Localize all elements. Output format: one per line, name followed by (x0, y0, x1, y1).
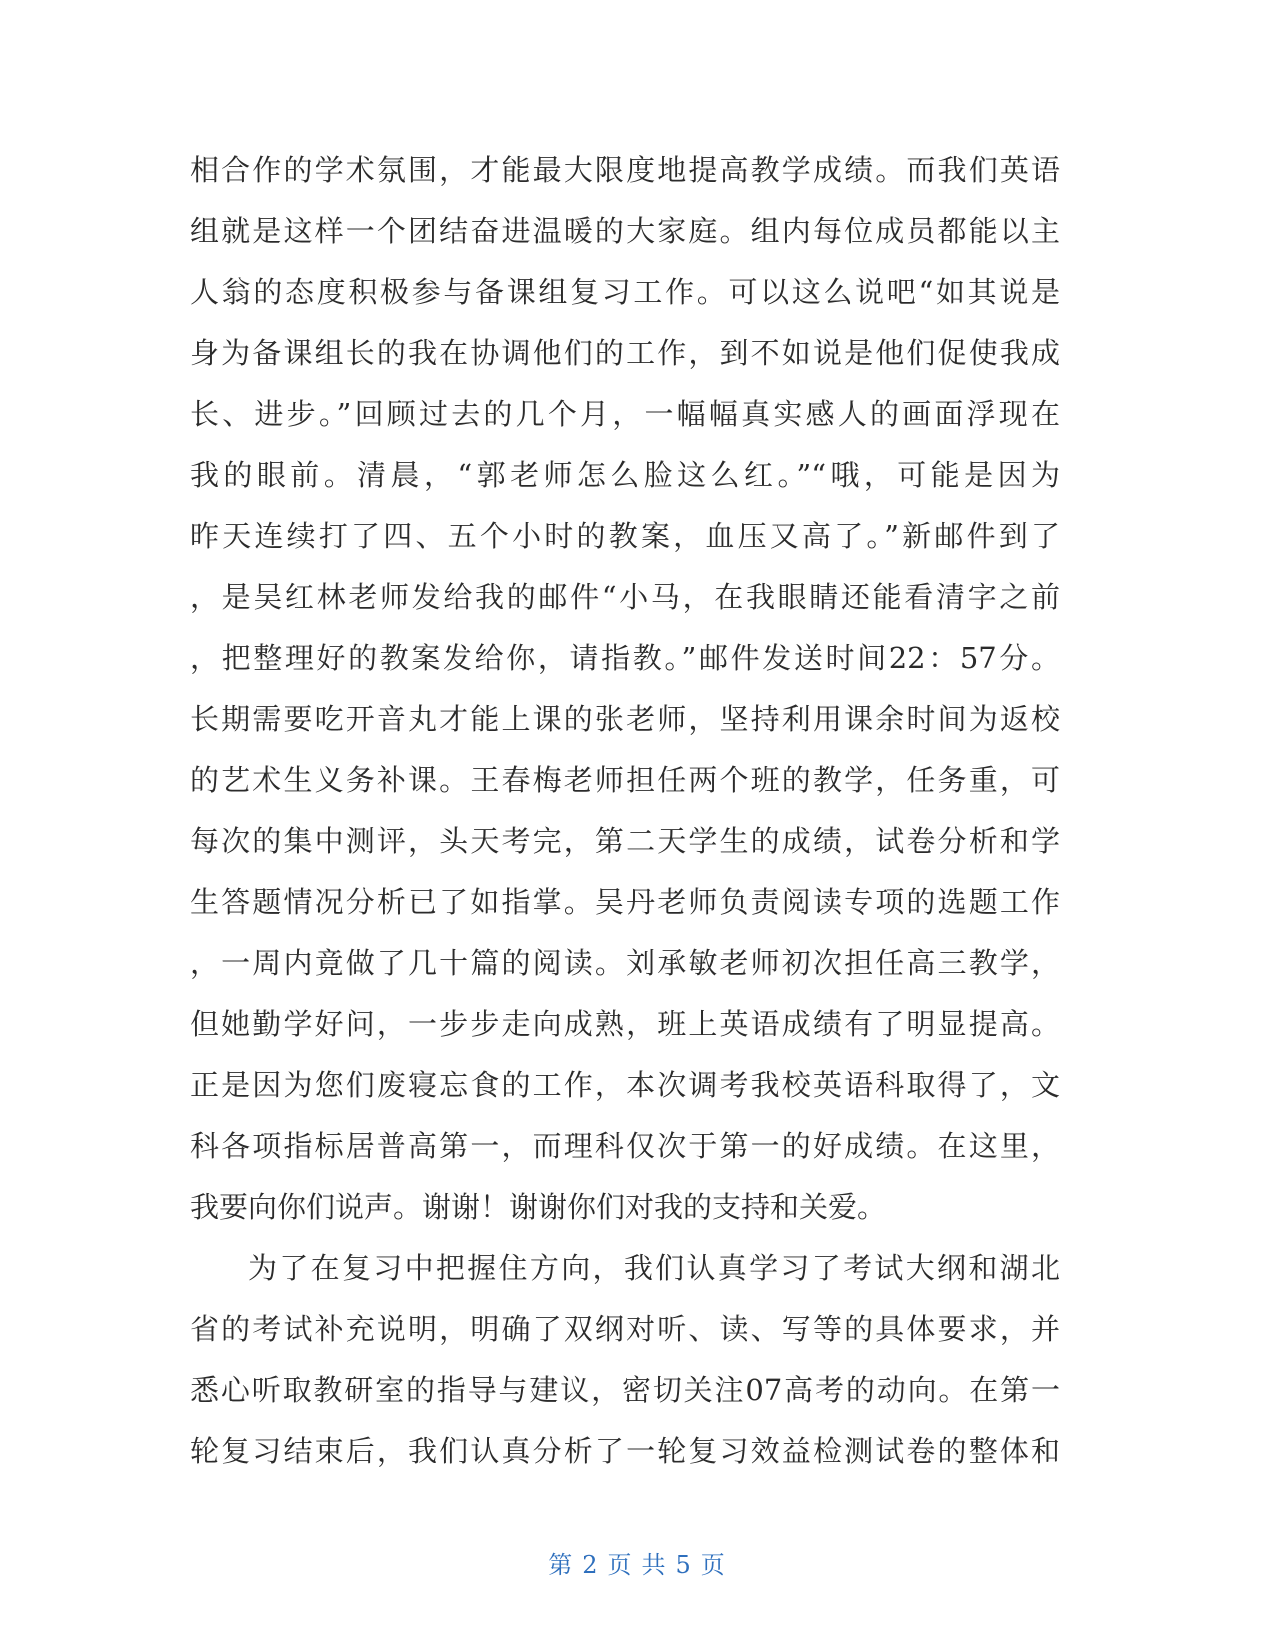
text-line: 相合作的学术氛围，才能最大限度地提高教学成绩。而我们英语 (190, 153, 1060, 187)
text-line: 长期需要吃开音丸才能上课的张老师，坚持利用课余时间为返校 (190, 702, 1060, 736)
text-line: 正是因为您们废寝忘食的工作，本次调考我校英语科取得了，文 (190, 1068, 1060, 1102)
text-line: 人翁的态度积极参与备课组复习工作。可以这么说吧“如其说是 (190, 275, 1060, 309)
text-line: 我的眼前。清晨，“郭老师怎么脸这么红。”“哦，可能是因为 (190, 458, 1060, 492)
document-body (190, 140, 1060, 1482)
text-line: 我要向你们说声。谢谢！谢谢你们对我的支持和关爱。 (190, 1190, 887, 1224)
text-line: 每次的集中测评，头天考完，第二天学生的成绩，试卷分析和学 (190, 824, 1060, 858)
text-line: 组就是这样一个团结奋进温暖的大家庭。组内每位成员都能以主 (190, 214, 1060, 248)
text-line: 悉心听取教研室的指导与建议，密切关注07高考的动向。在第一 (190, 1373, 1060, 1407)
text-line: 的艺术生义务补课。王春梅老师担任两个班的教学，任务重，可 (190, 763, 1060, 797)
page-number-footer (0, 1545, 1275, 1580)
current-page-number: 2 (582, 1551, 600, 1579)
text-line: 省的考试补充说明，明确了双纲对听、读、写等的具体要求，并 (190, 1312, 1060, 1346)
total-page-number: 5 (675, 1551, 693, 1579)
text-line: 科各项指标居普高第一，而理科仅次于第一的好成绩。在这里， (190, 1129, 1060, 1163)
text-line: 长、进步。”回顾过去的几个月，一幅幅真实感人的画面浮现在 (190, 397, 1060, 431)
text-line: 身为备课组长的我在协调他们的工作，到不如说是他们促使我成 (190, 336, 1060, 370)
footer-total-word: 共 (641, 1551, 668, 1579)
text-line: ，把整理好的教案发给你，请指教。”邮件发送时间22：57分。 (190, 641, 1060, 675)
text-line: 昨天连续打了四、五个小时的教案，血压又高了。”新邮件到了 (190, 519, 1060, 553)
text-line: ，是吴红林老师发给我的邮件“小马，在我眼睛还能看清字之前 (190, 580, 1060, 614)
text-line: 但她勤学好问，一步步走向成熟，班上英语成绩有了明显提高。 (190, 1007, 1060, 1041)
text-line: 轮复习结束后，我们认真分析了一轮复习效益检测试卷的整体和 (190, 1434, 1060, 1468)
footer-suffix: 页 (700, 1551, 727, 1579)
text-line: ，一周内竟做了几十篇的阅读。刘承敏老师初次担任高三教学， (190, 946, 1060, 980)
text-line: 为了在复习中把握住方向，我们认真学习了考试大纲和湖北 (248, 1251, 1060, 1285)
footer-prefix: 第 (548, 1551, 575, 1579)
text-line: 生答题情况分析已了如指掌。吴丹老师负责阅读专项的选题工作 (190, 885, 1060, 919)
footer-page-word: 页 (607, 1551, 634, 1579)
